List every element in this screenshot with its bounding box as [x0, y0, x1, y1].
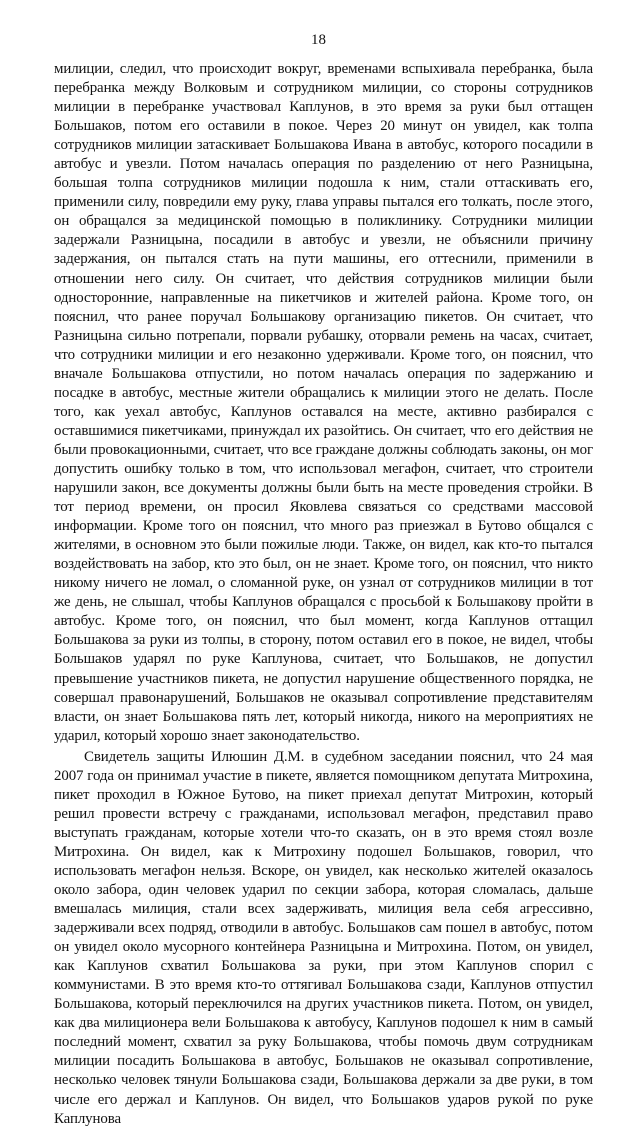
body-text [54, 60, 593, 1129]
paragraph-testimony-continued: милиции, следил, что происходит вокруг, временами вспыхивала перебранка, была перебранка между Волковым и сотрудником милиции, со стороны сотрудников милиции в перебранке участвовал Каплунов, в это время за руки был оттащен Большаков, потом его оставили в покое. Через 20 минут он увидел, как толпа сотрудников милиции затаскивает Большакова Ивана в автобус, которого посадили в автобус и увезли. Потом началась операция по разделению от него Разницына, большая толпа сотрудников милиции подошла к ним, стали оттаскивать его, применили силу, повредили ему руку, глава управы пытался его толкать, после этого, он обращался за медицинской помощью в поликлинику. Сотрудники милиции задержали Разницына, посадили в автобус и увезли, не объяснили причину задержания, он пытался стать на пути машины, его оттеснили, применили в отношении него силу. Он считает, что действия сотрудников милиции были односторонние, направленные на пикетчиков и жителей района. Кроме того, он пояснил, что ранее поручал Большакову организацию пикетов. Он считает, что Разницына сильно потрепали, порвали рубашку, оторвали ремень на часах, считает, что сотрудники милиции и его незаконно удерживали. Кроме того, он пояснил, что вначале Большакова отпустили, но потом началась операция по задержанию и посадке в автобус, местные жители обращались к милиции этого не делать. После того, как уехал автобус, Каплунов оставался на месте, активно разбирался с оставшимися пикетчиками, принуждал их разойтись. Он считает, что его действия не были провокационными, считает, что все граждане должны соблюдать законы, он мог допустить ошибку только в том, что использовал мегафон, считает, что строители нарушили закон, все документы должны были быть на месте проведения стройки. В тот период времени, он просил Яковлева связаться со средствами массовой информации. Кроме того он пояснил, что много раз приезжал в Бутово общался с жителями, в основном это были пожилые люди. Также, он видел, как кто-то пытался воздействовать на забор, кто это был, он не знает. Кроме того, он пояснил, что никто никому ничего не ломал, о сломанной руке, он узнал от сотрудников милиции в тот же день, не слышал, чтобы Каплунов обращался с просьбой к Большакову пройти в автобус. Кроме того, он пояснил, что был момент, когда Каплунов оттащил Большакова за руки из толпы, в сторону, потом оставил его в покое, не видел, чтобы Большаков ударял по руке Каплунова, считает, что Большаков, не допустил превышение участников пикета, не допустил нарушение общественного порядка, не совершал правонарушений, Большаков не оказывал сопротивление представителям власти, он знает Большакова пять лет, который никогда, никого на мероприятиях не ударил, который хорошо знает законодательство. [54, 61, 593, 744]
page-number: 18 [311, 32, 326, 48]
paragraph-witness-ilyushin: Свидетель защиты Илюшин Д.М. в судебном заседании пояснил, что 24 мая 2007 года он принимал участие в пикете, является помощником депутата Митрохина, пикет проходил в Южное Бутово, на пикет приехал депутат Митрохин, который решил провести встречу с гражданами, использовал мегафон, представил право выступать гражданам, которые хотели что-то сказать, он в это время стоял возле Митрохина. Он видел, как к Митрохину подошел Большаков, говорил, что использовать мегафон нельзя. Вскоре, он увидел, как несколько жителей оказалось около забора, один человек ударил по секции забора, которая сломалась, дальше вмешалась милиция, стали всех задерживать, милиция вела себя агрессивно, задерживали всех подряд, отводили в автобус. Большаков сам пошел в автобус, потом он увидел около мусорного контейнера Разницына и Митрохина. Потом, он увидел, как Каплунов схватил Большакова за руки, при этом Каплунов спорил с коммунистами. В это время кто-то оттягивал Большакова сзади, Каплунов отпустил Большакова, который переключился на других участников пикета. Потом, он увидел, как два милиционера вели Большакова к автобусу, Каплунов подошел к ним в самый последний момент, схватил за руку Большакова, чтобы помочь двум сотрудникам милиции посадить Большакова в автобус, Большаков не оказывал сопротивление, несколько человек тянули Большакова сзади, Большакова держали за две руки, в том числе его держал и Каплунов. Он видел, что Большаков ударов рукой по руке Каплунова [54, 748, 593, 1127]
